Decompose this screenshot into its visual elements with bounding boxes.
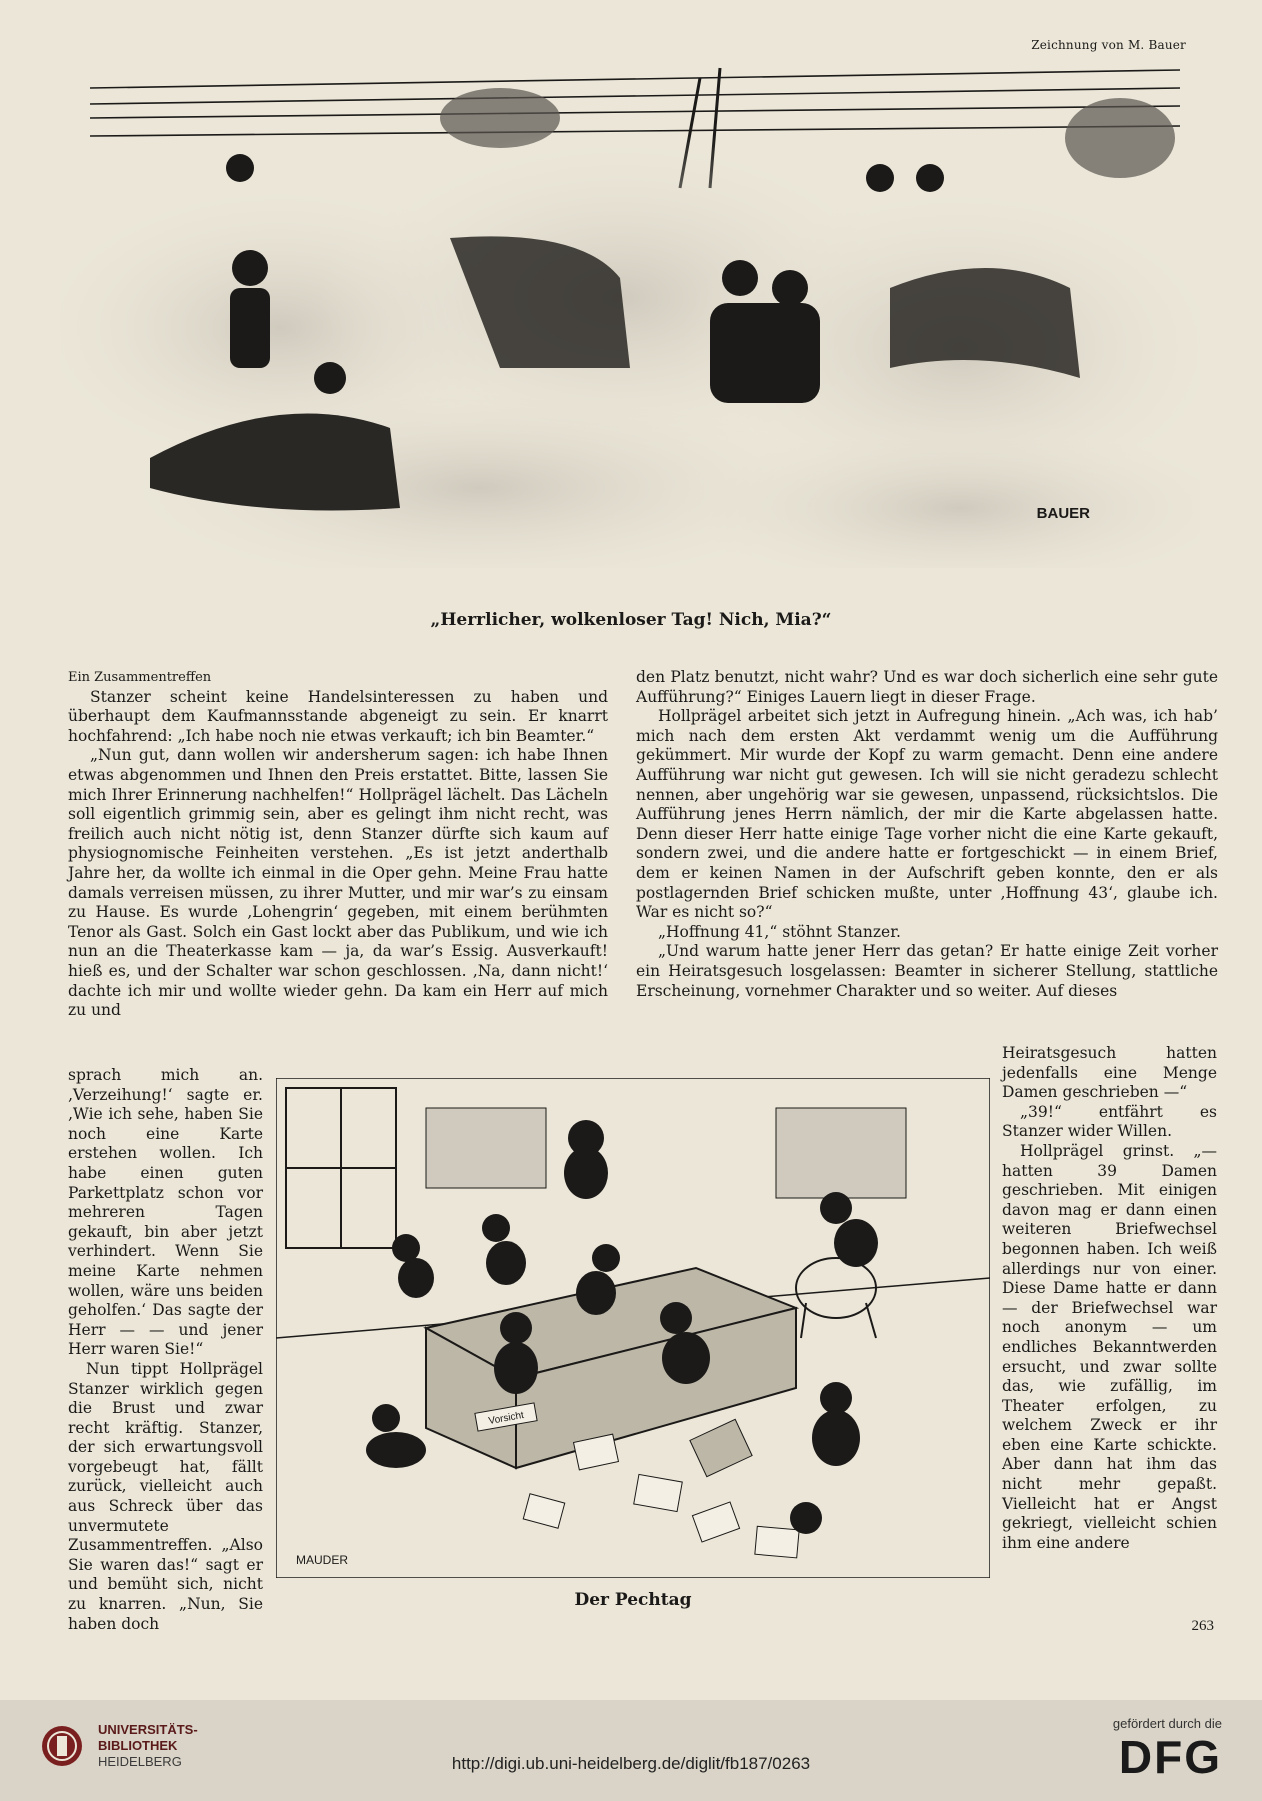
mid-illustration-sign-text: Vorsicht: [487, 1409, 525, 1427]
paragraph: Hollprägel arbeitet sich jetzt in Aufregung hinein. „Ach was, ich hab’ mich nach dem ersten Akt verdammt wenig um die Aufführung gekümmert. Mir wurde der Kopf zu warm gemacht. Denn eine andere Aufführung war nicht gut gewesen. Ich will sie nicht geradezu schlecht nennen, aber ungehörig war sie gewesen, unpassend, rücksichtslos. Die Aufführung jenes Herrn nämlich, der mir die Karte abgelassen hatte. Denn dieser Herr hatte einige Tage vorher nicht die eine Karte gekauft, sondern zwei, und die andere hatte er fortgeschickt — in einem Brief, dem er keinen Namen in der Aufschrift geben konnte, den er als postlagernden Brief schicken mußte, unter ‚Hoffnung 43‘, glaube ich. War es nicht so?“: [636, 707, 1218, 922]
paragraph: „Und warum hatte jener Herr das getan? Er hatte einige Zeit vorher ein Heiratsgesuch losgelassen: Beamter in sicherer Stellung, stattliche Erscheinung, vornehmer Charakter und so weiter. Auf dieses: [636, 942, 1218, 1000]
library-name-line3: HEIDELBERG: [98, 1754, 182, 1769]
section-title: Ein Zusammentreffen: [68, 670, 212, 685]
funding-block[interactable]: [1062, 1716, 1222, 1783]
paragraph: Nun tippt Hollprägel Stanzer wirklich gegen die Brust und zwar recht kräftig. Stanzer, der sich erwartungsvoll vorgebeugt hat, fällt zurück, vielleicht auch aus Schreck über das unvermutete Zusammentreffen. „Also Sie waren das!“ sagt er und bemüht sich, nicht zu knarren. „Nun, Sie haben doch: [68, 1359, 263, 1633]
paragraph: Stanzer scheint keine Handelsinteressen zu haben und überhaupt dem Kaufmannsstande abgeneigt zu sein. Er knarrt hochfahrend: „Ich habe noch nie etwas verkauft; ich bin Beamter.“: [68, 687, 608, 745]
article-left-narrow-column: [68, 1066, 263, 1634]
top-illustration: [60, 48, 1200, 568]
paragraph: „Hoffnung 41,“ stöhnt Stanzer.: [658, 922, 901, 941]
mid-illustration: [276, 1078, 990, 1578]
dfg-logo: DFG: [1118, 1731, 1222, 1783]
article-right-column: [636, 668, 1218, 1001]
paragraph: den Platz benutzt, nicht wahr? Und es war doch sicherlich eine sehr gute Aufführung?“ Einiges Lauern liegt in dieser Frage.: [636, 668, 1218, 706]
paragraph: sprach mich an. ‚Verzeihung!‘ sagte er. ‚Wie ich sehe, haben Sie noch eine Karte erstehen wollen. Ich habe einen guten Parkettplatz schon vor mehreren Tagen gekauft, bin aber jetzt verhindert. Wenn Sie meine Karte nehmen wollen, wäre uns beiden geholfen.‘ Das sagte der Herr — — und jener Herr waren Sie!“: [68, 1066, 263, 1359]
page-number: 263: [1191, 1618, 1214, 1634]
mid-illustration-caption: Der Pechtag: [574, 1590, 692, 1610]
article-right-narrow-column: [1002, 1044, 1217, 1553]
top-illustration-caption: „Herrlicher, wolkenloser Tag! Nich, Mia?“: [430, 610, 832, 630]
funding-label: gefördert durch die: [1112, 1716, 1222, 1731]
paragraph: Heiratsgesuch hatten jedenfalls eine Menge Damen geschrieben —“: [1002, 1044, 1217, 1102]
paragraph: „39!“ entfährt es Stanzer wider Willen.: [1002, 1102, 1217, 1141]
viewer-footer: [0, 1700, 1262, 1801]
mid-illustration-signature: MAUDER: [296, 1553, 349, 1567]
paragraph: Hollprägel grinst. „— hatten 39 Damen geschrieben. Mit einigen davon mag er dann einen weiteren Briefwechsel begonnen haben. Ich weiß allerdings nur von einer. Diese Dame hatte er dann — der Briefwechsel war noch anonym — um endliches Bekanntwerden ersucht, und zwar sollte das, wie zufällig, im Theater erfolgen, zu welchem Zweck er ihr eben eine Karte schickte. Aber dann hat ihm das nicht mehr gepaßt. Vielleicht hat er Angst gekriegt, vielleicht schien ihm eine andere: [1002, 1141, 1217, 1552]
library-name-line2: BIBLIOTHEK: [98, 1738, 178, 1753]
top-illustration-signature: BAUER: [1036, 505, 1090, 522]
article-left-column: [68, 668, 608, 1021]
permalink-url[interactable]: http://digi.ub.uni-heidelberg.de/diglit/fb187/0263: [451, 1754, 811, 1773]
library-name-line1: UNIVERSITÄTS-: [98, 1722, 198, 1737]
paragraph: „Nun gut, dann wollen wir andersherum sagen: ich habe Ihnen etwas abgenommen und Ihnen den Preis erstattet. Bitte, lassen Sie mich Ihrer Erinnerung nachhelfen!“ Hollprägel lächelt. Das Lächeln soll eigentlich grimmig sein, aber es gelingt ihm nicht recht, was freilich auch nicht nötig ist, denn Stanzer dürfte sich kaum auf physiognomische Feinheiten verstehen. „Es ist jetzt anderthalb Jahre her, da wollte ich einmal in die Oper gehn. Meine Frau hatte damals verreisen müssen, zu ihrer Mutter, und mir war’s zu einsam zu Hause. Es wurde ‚Lohengrin‘ gegeben, mit einem berühmten Tenor als Gast. Solch ein Gast lockt aber das Publikum, und wie ich nun an die Theaterkasse kam — ja, da war’s Essig. Ausverkauft! hieß es, und der Schalter war schon geschlossen. ‚Na, dann nicht!‘ dachte ich mir und wollte wieder gehn. Da kam ein Herr auf mich zu und: [68, 746, 608, 1020]
illustration-credit: Zeichnung von M. Bauer: [1031, 38, 1186, 52]
